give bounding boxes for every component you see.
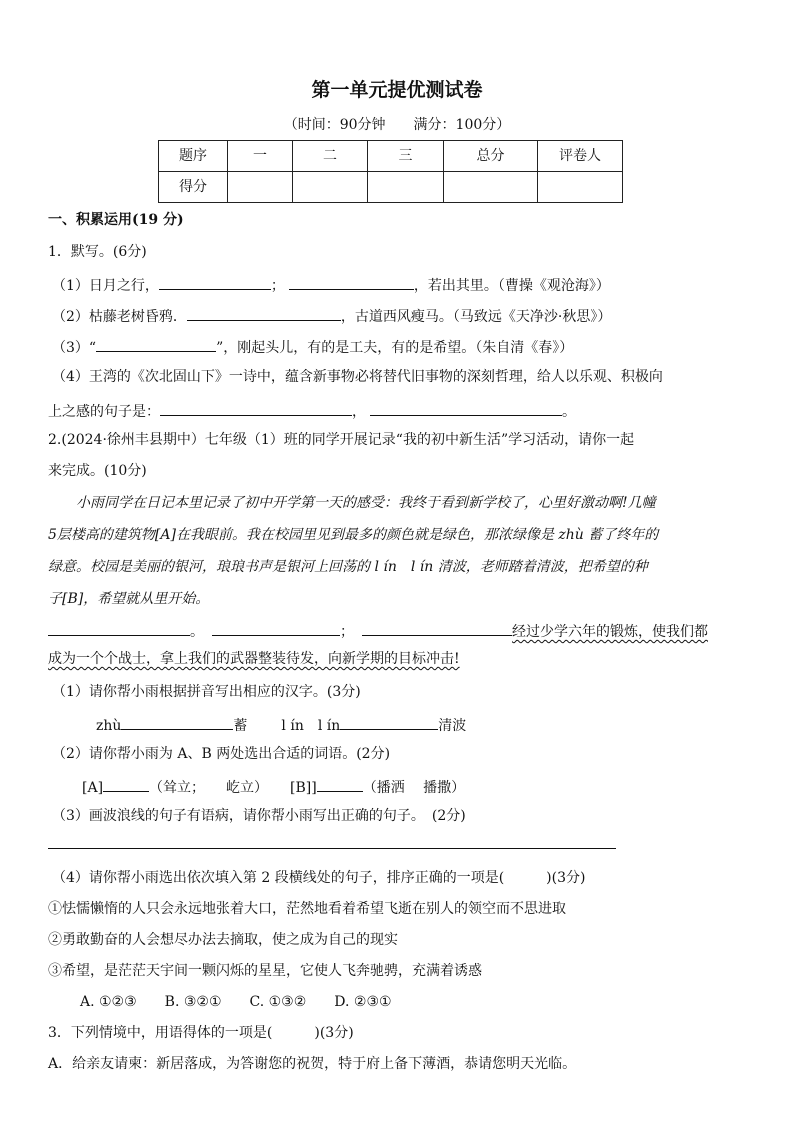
answer-blank[interactable] bbox=[289, 274, 414, 290]
q1-line4-text: 上之感的句子是： bbox=[48, 404, 160, 420]
pinyin: l ín l ín bbox=[281, 718, 341, 734]
q2-sub3: （3）画波浪线的句子有语病，请你帮小雨写出正确的句子。 (2分) bbox=[52, 808, 466, 824]
answer-blank[interactable] bbox=[362, 620, 512, 636]
score-table-header: 三 bbox=[368, 141, 444, 172]
score-table-header: 题序 bbox=[159, 141, 228, 172]
answer-blank[interactable] bbox=[340, 714, 438, 730]
q3-title: 3．下列情境中，用语得体的一项是( )(3分) bbox=[48, 1025, 354, 1041]
score-cell[interactable] bbox=[293, 172, 368, 203]
q1-line4b bbox=[48, 400, 576, 421]
slot-a-label: [A] bbox=[82, 780, 104, 796]
slot-b-options: （播洒 播撒） bbox=[362, 780, 466, 796]
answer-blank[interactable] bbox=[160, 400, 352, 416]
score-cell[interactable] bbox=[444, 172, 538, 203]
option-sentence: ③希望，是茫茫天宇间一颗闪烁的星星，它使人飞奔驰骋，充满着诱惑 bbox=[48, 963, 482, 979]
q1-line1-sep: ； bbox=[270, 278, 285, 294]
score-table bbox=[158, 140, 623, 203]
answer-blank[interactable] bbox=[159, 274, 271, 290]
wavy-sentence: 成为一个个战士，拿上我们的武器整装待发，向新学期的目标冲击! bbox=[48, 651, 460, 667]
q1-line1-source: ，若出其里。（曹操《观沧海》） bbox=[413, 278, 610, 294]
q1-line3-open: （3）“ bbox=[52, 340, 97, 356]
q2-sep: ； bbox=[340, 624, 354, 640]
answer-blank[interactable] bbox=[370, 400, 562, 416]
score-table-header: 总分 bbox=[444, 141, 538, 172]
score-cell[interactable] bbox=[538, 172, 623, 203]
sub1-char: 蓄 bbox=[233, 718, 248, 734]
q1-line3 bbox=[52, 336, 573, 357]
q1-line4a: （4）王湾的《次北固山下》一诗中，蕴含新事物必将替代旧事物的深刻哲理，给人以乐观、积极向 bbox=[52, 369, 663, 385]
q2-sub1-line bbox=[96, 714, 466, 735]
q1-line2 bbox=[52, 305, 611, 326]
q1-line4-sep: ， bbox=[352, 404, 366, 420]
exam-subtitle: （时间：90分钟 满分：100分） bbox=[283, 117, 511, 133]
q2-sub1: （1）请你帮小雨根据拼音写出相应的汉字。(3分) bbox=[52, 684, 361, 700]
choice-options: A. ①②③ B. ③②① C. ①③② D. ②③① bbox=[80, 994, 392, 1010]
pinyin: zhù bbox=[96, 718, 122, 734]
answer-blank[interactable] bbox=[96, 336, 216, 352]
score-table-header-row bbox=[159, 141, 623, 172]
q1-line1-text: （1）日月之行， bbox=[52, 278, 159, 294]
q3-option-a: A．给亲友请柬：新居落成，为答谢您的祝贺，特于府上备下薄酒，恭请您明天光临。 bbox=[48, 1056, 577, 1072]
answer-blank[interactable] bbox=[48, 620, 190, 636]
sub1-word: 清波 bbox=[438, 718, 467, 734]
score-table-score-row bbox=[159, 172, 623, 203]
q1-line2-text: （2）枯藤老树昏鸦． bbox=[52, 309, 187, 325]
score-table-header: 一 bbox=[228, 141, 293, 172]
answer-blank[interactable] bbox=[121, 714, 233, 730]
q2-passage-line: 子[B]，希望就从里开始。 bbox=[48, 591, 210, 607]
score-table-header: 评卷人 bbox=[538, 141, 623, 172]
q2-passage-line: 绿意。校园是美丽的银河，琅琅书声是银河上回荡的 l ín l ín 清波，老师踏着清波，把希望的种 bbox=[48, 559, 648, 575]
answer-blank[interactable] bbox=[103, 776, 149, 792]
q1-line4-end: 。 bbox=[562, 404, 576, 420]
wavy-sentence: 经过少学六年的锻炼，使我们都 bbox=[512, 624, 708, 640]
q2-passage-line: 5层楼高的建筑物[A]在我眼前。我在校园里见到最多的颜色就是绿色，那浓绿像是 zhù 蓄了终年的 bbox=[48, 527, 659, 543]
score-row-label: 得分 bbox=[159, 172, 228, 203]
option-sentence: ②勇敢勤奋的人会想尽办法去摘取，使之成为自己的现实 bbox=[48, 932, 398, 948]
q2-title-a: 2.(2024·徐州丰县期中）七年级（1）班的同学开展记录“我的初中新生活”学习活动，请你一起 bbox=[48, 432, 635, 448]
q1-title: 1．默写。(6分) bbox=[48, 244, 147, 260]
slot-b-label: [B]] bbox=[290, 780, 317, 796]
q1-line2-source: ，古道西风瘦马。（马致远《天净沙·秋思》） bbox=[340, 309, 612, 325]
exam-title: 第一单元提优测试卷 bbox=[311, 79, 483, 101]
score-cell[interactable] bbox=[228, 172, 293, 203]
answer-line[interactable] bbox=[48, 848, 616, 849]
answer-blank[interactable] bbox=[317, 776, 363, 792]
q2-sub2-line bbox=[82, 776, 465, 797]
q1-line3-source: ”，刚起头儿，有的是工夫，有的是希望。（朱自清《春》） bbox=[216, 340, 574, 356]
answer-blank[interactable] bbox=[212, 620, 340, 636]
option-sentence: ①怯懦懒惰的人只会永远地张着大口，茫然地看着希望飞逝在别人的领空而不思进取 bbox=[48, 901, 566, 917]
q2-sub4: （4）请你帮小雨选出依次填入第 2 段横线处的句子，排序正确的一项是( )(3分) bbox=[52, 870, 586, 886]
answer-blank[interactable] bbox=[187, 305, 341, 321]
slot-a-options: （耸立； 屹立） bbox=[149, 780, 269, 796]
q2-passage-line: 小雨同学在日记本里记录了初中开学第一天的感受：我终于看到新学校了，心里好激动啊!几幢 bbox=[76, 495, 656, 511]
q2-title-b: 来完成。(10分) bbox=[48, 463, 147, 479]
score-cell[interactable] bbox=[368, 172, 444, 203]
q2-fill-line bbox=[48, 620, 708, 641]
q2-sub2: （2）请你帮小雨为 A、B 两处选出合适的词语。(2分) bbox=[52, 746, 391, 762]
section-heading: 一、积累运用(19 分) bbox=[48, 212, 184, 228]
score-table-header: 二 bbox=[293, 141, 368, 172]
q1-line1 bbox=[52, 274, 610, 295]
q2-sep: 。 bbox=[190, 624, 204, 640]
